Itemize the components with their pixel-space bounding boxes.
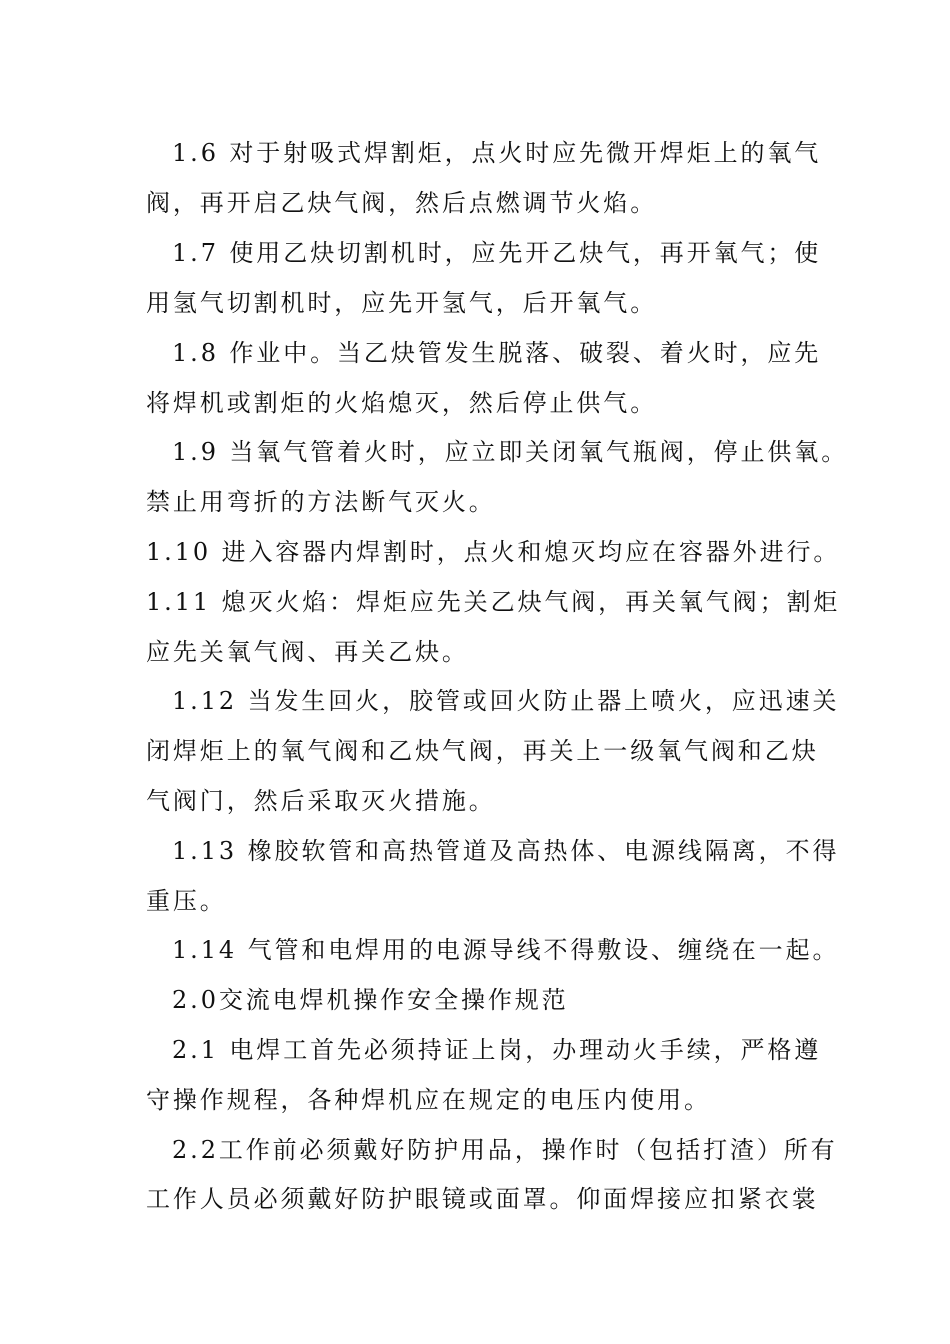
text-line: 闭焊炬上的氧气阀和乙炔气阀，再关上一级氧气阀和乙炔 xyxy=(146,737,819,765)
text-line: 2.1 电焊工首先必须持证上岗，办理动火手续，严格遵 xyxy=(172,1036,822,1064)
text-line: 重压。 xyxy=(146,887,227,915)
text-line: 应先关氧气阀、再关乙炔。 xyxy=(146,638,469,666)
text-line: 1.12 当发生回火，胶管或回火防止器上喷火，应迅速关 xyxy=(172,687,840,715)
text-line: 1.8 作业中。当乙炔管发生脱落、破裂、着火时，应先 xyxy=(172,339,822,367)
text-line: 1.10 进入容器内焊割时，点火和熄灭均应在容器外进行。 xyxy=(146,538,841,566)
text-line: 用氢气切割机时，应先开氢气，后开氧气。 xyxy=(146,289,658,317)
text-line: 守操作规程，各种焊机应在规定的电压内使用。 xyxy=(146,1086,711,1114)
text-line: 2.2工作前必须戴好防护用品，操作时（包括打渣）所有 xyxy=(172,1136,838,1164)
text-line: 将焊机或割炬的火焰熄灭，然后停止供气。 xyxy=(146,389,658,417)
text-line: 1.11 熄灭火焰：焊炬应先关乙炔气阀，再关氧气阀；割炬 xyxy=(146,588,841,616)
text-line: 禁止用弯折的方法断气灭火。 xyxy=(146,488,496,516)
text-line: 1.14 气管和电焊用的电源导线不得敷设、缠绕在一起。 xyxy=(172,936,840,964)
text-line: 1.9 当氧气管着火时，应立即关闭氧气瓶阀，停止供氧。 xyxy=(172,438,849,466)
text-line: 1.6 对于射吸式焊割炬，点火时应先微开焊炬上的氧气 xyxy=(172,139,822,167)
text-line: 阀，再开启乙炔气阀，然后点燃调节火焰。 xyxy=(146,189,658,217)
text-line: 气阀门，然后采取灭火措施。 xyxy=(146,787,496,815)
text-line: 工作人员必须戴好防护眼镜或面罩。仰面焊接应扣紧衣裳 xyxy=(146,1185,819,1213)
text-line: 1.7 使用乙炔切割机时，应先开乙炔气，再开氧气；使 xyxy=(172,239,822,267)
section-heading: 2.0交流电焊机操作安全操作规范 xyxy=(172,986,569,1014)
text-line: 1.13 橡胶软管和高热管道及高热体、电源线隔离，不得 xyxy=(172,837,840,865)
